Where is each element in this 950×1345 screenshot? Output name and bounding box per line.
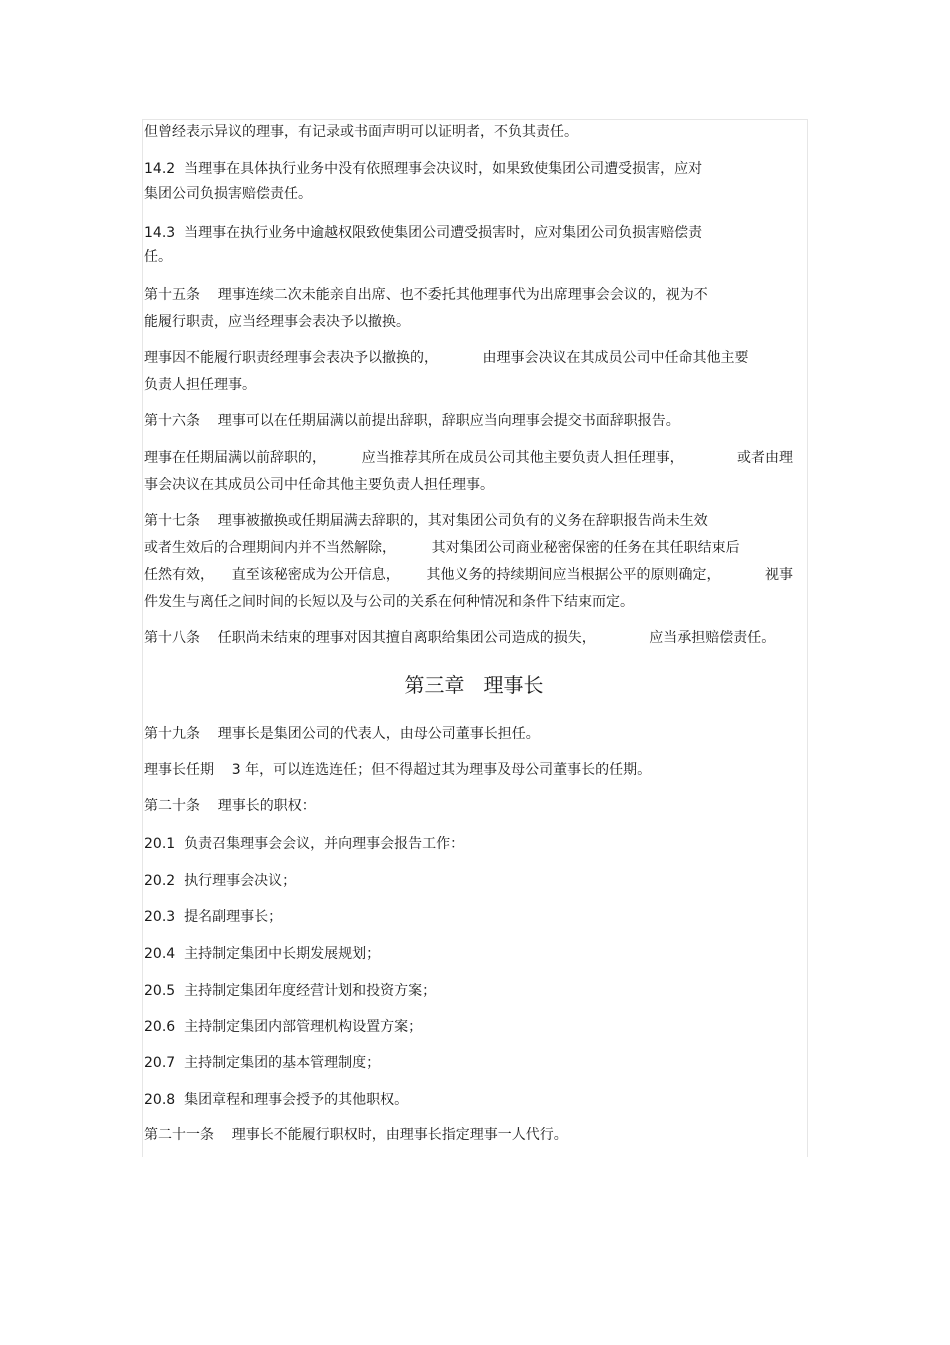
text-line: 14.3 当理事在执行业务中逾越权限致使集团公司遭受损害时，应对集团公司负损害赔偿责: [144, 225, 703, 241]
text-line: 能履行职责，应当经理事会表决予以撤换。: [144, 314, 410, 330]
text-line: 第十七条 理事被撤换或任期届满去辞职的，其对集团公司负有的义务在辞职报告尚未生效: [144, 513, 708, 529]
text-line: 第十九条 理事长是集团公司的代表人，由母公司董事长担任。: [144, 726, 540, 742]
text-line: 但曾经表示异议的理事，有记录或书面声明可以证明者，不负其责任。: [144, 124, 578, 140]
text-line: 第十八条 任职尚未结束的理事对因其擅自离职给集团公司造成的损失， 应当承担赔偿责任。: [144, 630, 776, 646]
text-line: 任。: [144, 249, 172, 265]
text-line: 20.8 集团章程和理事会授予的其他职权。: [144, 1092, 409, 1108]
text-line: 理事在任期届满以前辞职的， 应当推荐其所在成员公司其他主要负责人担任理事， 或者由理: [144, 450, 794, 466]
text-line: 事会决议在其成员公司中任命其他主要负责人担任理事。: [144, 477, 494, 493]
text-line: 20.5 主持制定集团年度经营计划和投资方案；: [144, 983, 437, 999]
text-line: 20.1 负责召集理事会会议，并向理事会报告工作：: [144, 836, 465, 852]
text-line: 集团公司负损害赔偿责任。: [144, 186, 312, 202]
text-line: 负责人担任理事。: [144, 377, 256, 393]
text-line: 第十六条 理事可以在任期届满以前提出辞职，辞职应当向理事会提交书面辞职报告。: [144, 413, 680, 429]
text-line: 20.7 主持制定集团的基本管理制度；: [144, 1055, 381, 1071]
chapter-heading: 第三章 理事长: [404, 673, 544, 697]
text-line: 20.2 执行理事会决议；: [144, 873, 297, 889]
text-line: 第二十条 理事长的职权：: [144, 798, 316, 814]
text-line: 20.4 主持制定集团中长期发展规划；: [144, 946, 381, 962]
text-line: 第二十一条 理事长不能履行职权时，由理事长指定理事一人代行。: [144, 1127, 568, 1143]
text-line: 理事因不能履行职责经理事会表决予以撤换的， 由理事会决议在其成员公司中任命其他主要: [144, 350, 749, 366]
text-line: 14.2 当理事在具体执行业务中没有依照理事会决议时，如果致使集团公司遭受损害，应对: [144, 161, 703, 177]
text-line: 20.3 提名副理事长；: [144, 909, 283, 925]
text-line: 20.6 主持制定集团内部管理机构设置方案；: [144, 1019, 423, 1035]
text-line: 理事长任期 3 年，可以连选连任；但不得超过其为理事及母公司董事长的任期。: [144, 762, 652, 778]
text-line: 任然有效， 直至该秘密成为公开信息， 其他义务的持续期间应当根据公平的原则确定， 视事: [144, 567, 794, 583]
text-line: 第十五条 理事连续二次未能亲自出席、也不委托其他理事代为出席理事会会议的，视为不: [144, 287, 708, 303]
text-line: 或者生效后的合理期间内并不当然解除， 其对集团公司商业秘密保密的任务在其任职结束后: [144, 540, 740, 556]
text-line: 件发生与离任之间时间的长短以及与公司的关系在何种情况和条件下结束而定。: [144, 594, 634, 610]
